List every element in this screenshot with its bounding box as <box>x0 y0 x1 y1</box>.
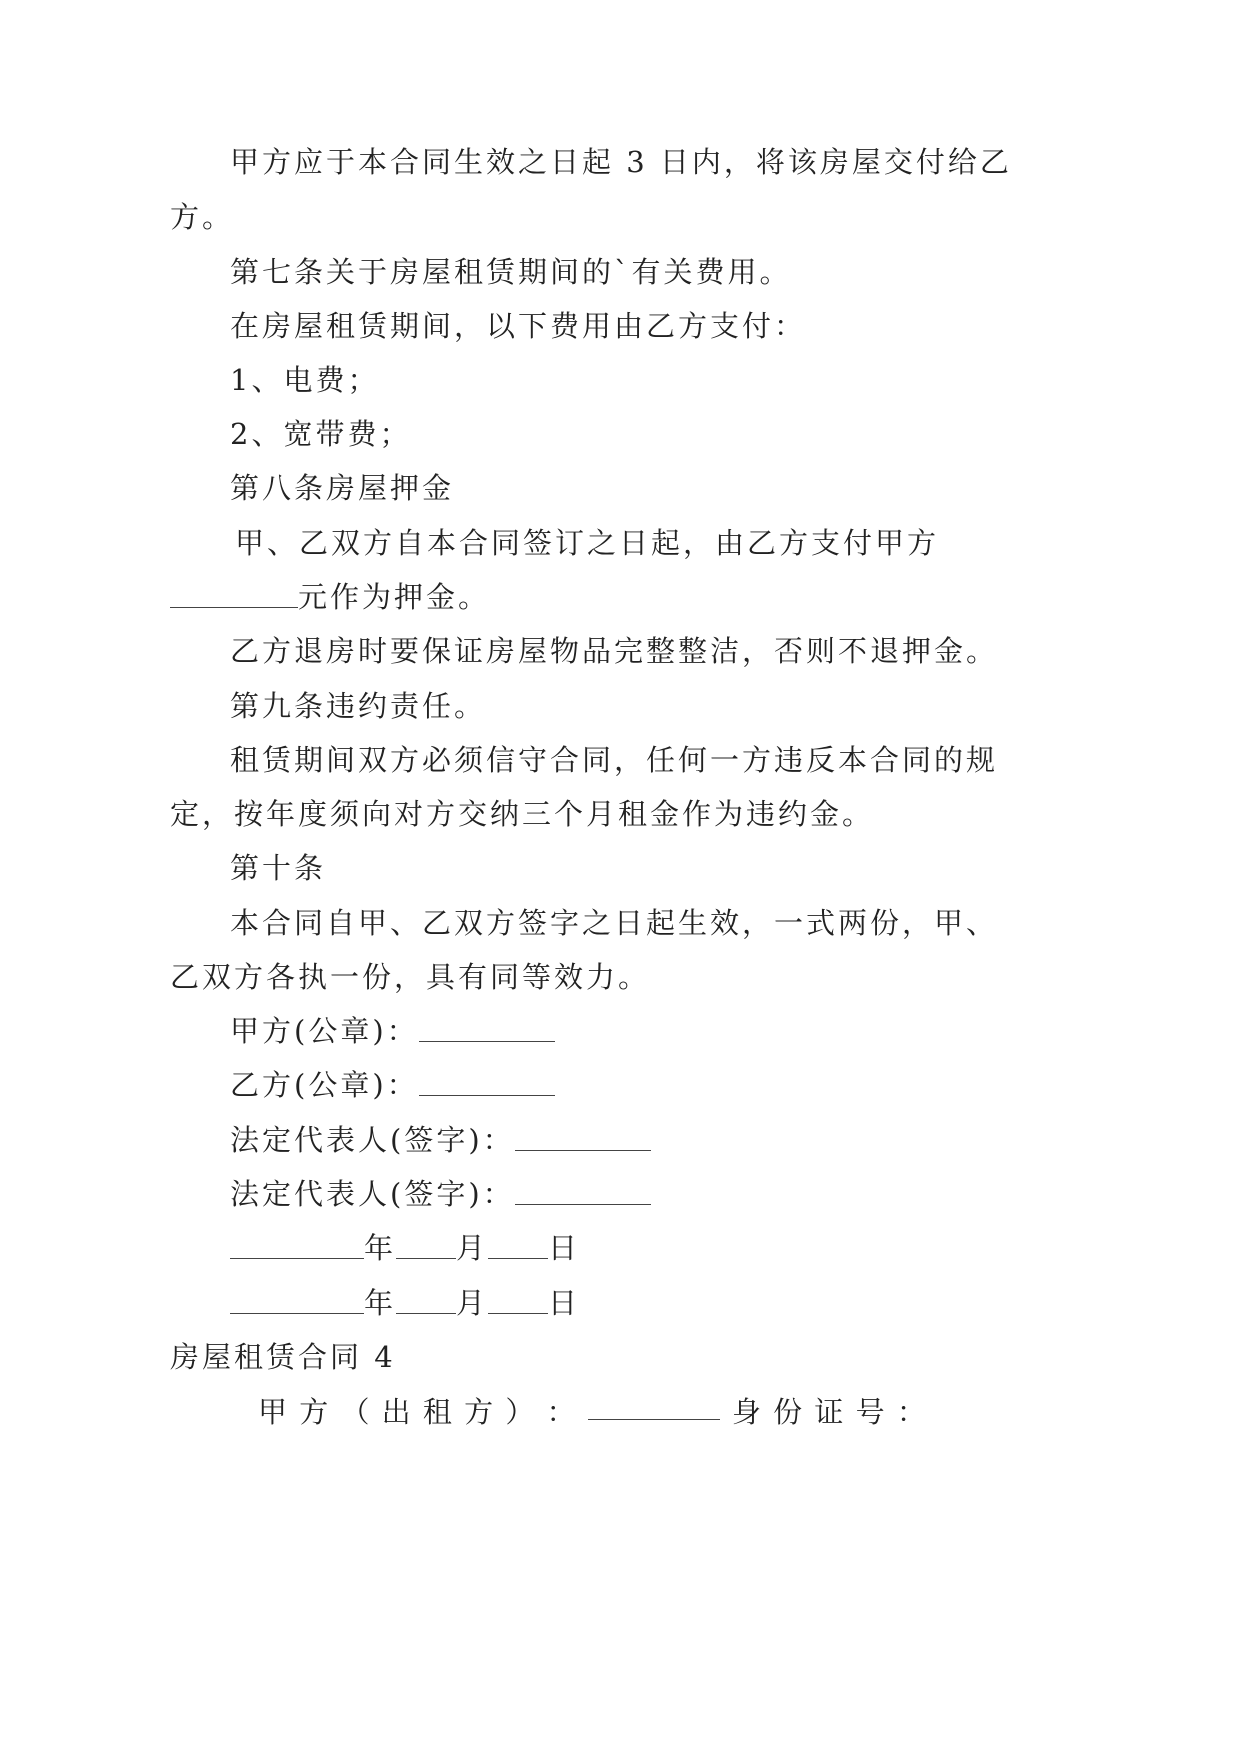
date-line-2 <box>230 1283 580 1323</box>
paragraph-line: 定，按年度须向对方交纳三个月租金作为违约金。 <box>170 797 875 831</box>
spaced-char: 方 <box>464 1395 494 1429</box>
spaced-char: （ <box>340 1395 370 1429</box>
date-line-1 <box>230 1228 580 1268</box>
signature-line-party-a <box>230 1011 555 1051</box>
spaced-char: 方 <box>299 1395 329 1429</box>
paragraph-line: 租赁期间双方必须信守合同，任何一方违反本合同的规 <box>230 743 999 777</box>
signature-label: 乙方(公章)： <box>230 1068 419 1102</box>
day-label: 日 <box>548 1286 581 1320</box>
article-9-title: 第九条违约责任。 <box>230 689 487 723</box>
paragraph-line: 本合同自甲、乙双方签字之日起生效，一式两份，甲、 <box>230 906 999 940</box>
signature-blank <box>419 1015 555 1042</box>
spaced-char: 份 <box>773 1395 803 1429</box>
day-blank <box>488 1287 548 1314</box>
spaced-char: 号 <box>855 1395 885 1429</box>
paragraph-line: 乙双方各执一份，具有同等效力。 <box>170 960 651 994</box>
signature-blank <box>419 1069 555 1096</box>
signature-line-rep-2 <box>230 1174 651 1214</box>
spaced-char: 证 <box>814 1395 844 1429</box>
list-item: 1、电费； <box>230 363 380 397</box>
deposit-amount-blank <box>170 581 298 608</box>
spaced-char: 出 <box>381 1395 411 1429</box>
signature-blank <box>515 1124 651 1151</box>
year-label: 年 <box>364 1231 397 1265</box>
spaced-char: 租 <box>422 1395 452 1429</box>
paragraph-line: 方。 <box>170 200 235 234</box>
month-blank <box>396 1232 456 1259</box>
spaced-char: 身 <box>731 1395 761 1429</box>
article-7-title: 第七条关于房屋租赁期间的`有关费用。 <box>230 255 792 289</box>
month-label: 月 <box>456 1286 489 1320</box>
paragraph-line <box>170 577 490 617</box>
signature-line-rep-1 <box>230 1120 651 1160</box>
next-party-a-line <box>258 1392 926 1432</box>
year-blank <box>230 1287 364 1314</box>
year-blank <box>230 1232 364 1259</box>
spaced-char: 甲 <box>258 1395 288 1429</box>
month-blank <box>396 1287 456 1314</box>
signature-label: 法定代表人(签字)： <box>230 1123 515 1157</box>
paragraph-line: 乙方退房时要保证房屋物品完整整洁，否则不退押金。 <box>230 634 999 668</box>
signature-label: 甲方(公章)： <box>230 1014 419 1048</box>
year-label: 年 <box>364 1286 397 1320</box>
signature-blank <box>515 1178 651 1205</box>
month-label: 月 <box>456 1231 489 1265</box>
article-10-title: 第十条 <box>230 851 327 885</box>
paragraph-line: 在房屋租赁期间，以下费用由乙方支付： <box>230 309 807 343</box>
deposit-text: 元作为押金。 <box>298 580 491 614</box>
next-contract-title: 房屋租赁合同 4 <box>170 1340 396 1374</box>
list-item: 2、宽带费； <box>230 417 412 451</box>
day-label: 日 <box>548 1231 581 1265</box>
signature-label: 法定代表人(签字)： <box>230 1177 515 1211</box>
day-blank <box>488 1232 548 1259</box>
article-8-title: 第八条房屋押金 <box>230 471 455 505</box>
paragraph-line: 甲、乙双方自本合同签订之日起，由乙方支付甲方 <box>235 526 940 560</box>
spaced-char: ） <box>505 1395 535 1429</box>
signature-line-party-b <box>230 1065 555 1105</box>
paragraph-line: 甲方应于本合同生效之日起 3 日内，将该房屋交付给乙 <box>230 145 1012 179</box>
spaced-char: ： <box>896 1395 926 1429</box>
spaced-char: ： <box>546 1395 576 1429</box>
lessor-name-blank <box>588 1393 720 1420</box>
